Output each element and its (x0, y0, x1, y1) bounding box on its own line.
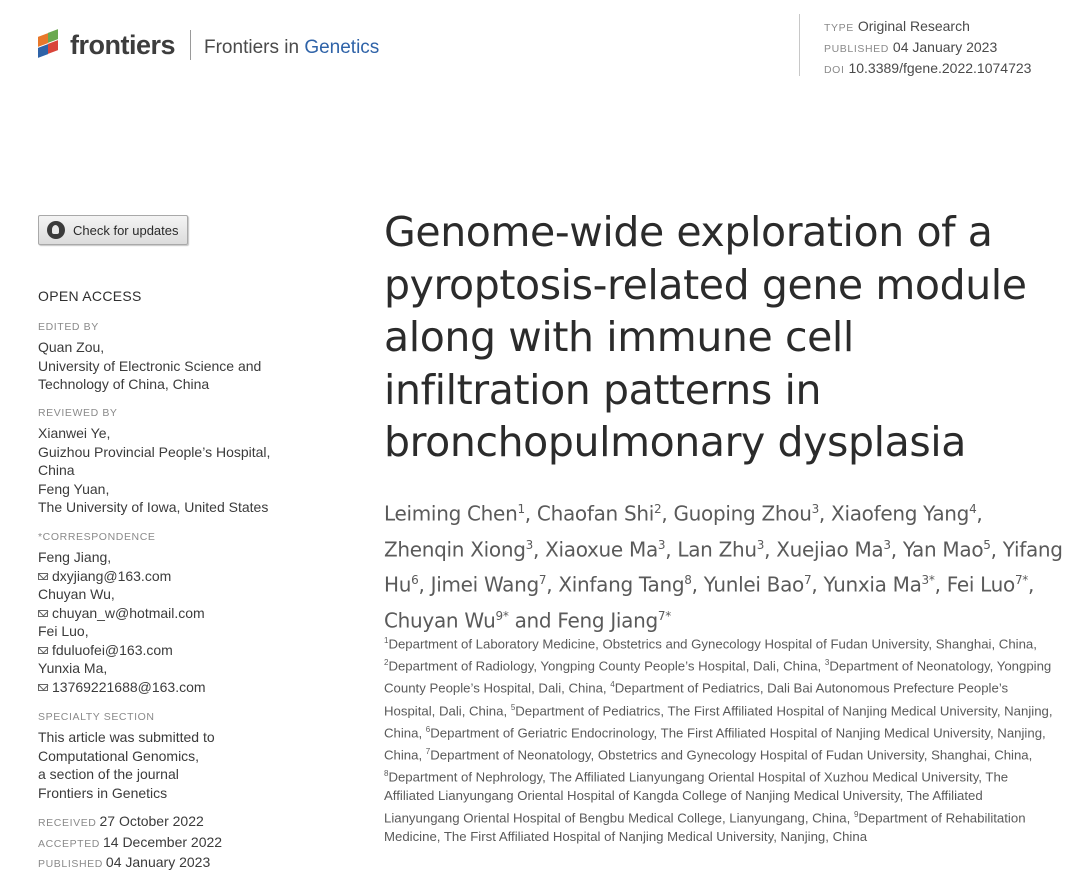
article-meta (824, 17, 1031, 80)
author-name[interactable]: Xiaofeng Yang (831, 501, 970, 526)
accepted-value: 14 December 2022 (102, 833, 223, 850)
meta-divider (799, 14, 800, 76)
correspondence-heading: *CORRESPONDENCE (38, 531, 156, 543)
author-name[interactable]: Zhenqin Xiong (384, 537, 526, 562)
check-updates-label: Check for updates (73, 222, 179, 238)
author-affiliation-marker: 2 (654, 502, 662, 516)
author-name[interactable]: Guoping Zhou (673, 501, 812, 526)
author-affiliation-marker: 3 (756, 537, 765, 552)
meta-published-label: PUBLISHED (824, 43, 889, 55)
correspondent-email[interactable] (38, 678, 308, 697)
author-name[interactable]: Xiaoxue Ma (545, 537, 658, 562)
reviewer-affiliation: Guizhou Provincial People’s Hospital, (38, 443, 271, 460)
header-divider (190, 30, 191, 60)
published-label: PUBLISHED (38, 858, 103, 870)
title-line: bronchopulmonary dysplasia (384, 418, 967, 466)
received-value: 27 October 2022 (99, 813, 204, 829)
affiliation-marker: 2 (384, 658, 389, 668)
reviewed-by-section (38, 406, 308, 517)
author-affiliation-marker: 1 (517, 502, 525, 516)
received-label: RECEIVED (38, 817, 97, 829)
accepted-label: ACCEPTED (38, 837, 100, 850)
crossmark-icon (47, 221, 65, 239)
affiliation-marker: 9 (853, 810, 859, 820)
author-affiliation-marker: 3 (811, 502, 819, 516)
affiliation-marker: 4 (610, 680, 615, 690)
reviewer-name: Feng Yuan, (38, 480, 110, 497)
correspondent-email[interactable] (38, 567, 308, 586)
author-name[interactable]: Feng Jiang (557, 608, 658, 633)
correspondent-name: Feng Jiang, (38, 549, 112, 565)
journal-title: Genetics (304, 37, 380, 58)
affiliation-marker: 3 (824, 658, 830, 668)
edited-by-section (38, 320, 308, 394)
specialty-section (38, 710, 308, 802)
author-name[interactable]: Yan Mao (902, 537, 984, 562)
author-name[interactable]: Leiming Chen (384, 501, 518, 526)
published-value: 04 January 2023 (105, 854, 211, 870)
author-affiliation-marker: 7 (538, 573, 547, 588)
author-name[interactable]: Yifang Hu (384, 537, 1063, 597)
correspondence-section (38, 530, 308, 696)
affiliation-text: Department of Pediatrics, Dali Bai Autonomous Prefecture People’s Hospital, Dali, China, (384, 680, 1009, 718)
meta-type (824, 17, 1031, 38)
author-affiliation-marker: 7 (803, 573, 812, 588)
affiliation-text: Department of Neonatology, Yongping County People’s Hospital, Dali, China, (384, 658, 1052, 696)
journal-prefix: Frontiers in (204, 37, 300, 58)
affiliation-text: Department of Laboratory Medicine, Obstetrics and Gynecology Hospital of Fudan University, Shanghai, China, (388, 636, 1037, 652)
affiliation-marker: 6 (425, 724, 431, 734)
correspondent-email[interactable] (38, 604, 308, 623)
affiliation-text: Department of Pediatrics, The First Affiliated Hospital of Nanjing Medical University, Nanjing, China, (384, 702, 1053, 741)
author-affiliation-marker: 9* (495, 608, 509, 623)
meta-published (824, 38, 1031, 59)
reviewer-name: Xianwei Ye, (38, 425, 111, 441)
check-for-updates-button[interactable] (38, 215, 188, 245)
logo-text: frontiers (70, 30, 176, 60)
meta-type-label: TYPE (824, 22, 854, 34)
correspondent-email[interactable] (38, 641, 308, 660)
frontiers-logo-icon (38, 31, 64, 61)
dates-section (38, 812, 308, 874)
frontiers-logo[interactable] (38, 30, 175, 61)
reviewed-by-heading: REVIEWED BY (38, 407, 118, 419)
email-text: chuyan_w@hotmail.com (52, 604, 205, 621)
correspondent-name: Yunxia Ma, (38, 660, 108, 676)
accepted-date (38, 833, 308, 854)
affiliation-text: Department of Geriatric Endocrinology, The First Affiliated Hospital of Nanjing Medical University, Nanjing, China, (384, 725, 1046, 763)
journal-name[interactable] (204, 37, 379, 59)
affiliation-marker: 7 (425, 746, 431, 756)
affiliation-text: Department of Radiology, Yongping County People’s Hospital, Dali, China, (388, 658, 825, 674)
author-name[interactable]: Jimei Wang (430, 572, 539, 597)
author-affiliation-marker: 3 (657, 537, 666, 552)
envelope-icon (38, 573, 48, 580)
affiliation-marker: 8 (384, 769, 389, 779)
author-name[interactable]: Xuejiao Ma (776, 537, 884, 562)
title-line: infiltration patterns in (384, 365, 822, 414)
affiliation-list (384, 632, 1054, 847)
author-affiliation-marker: 5 (983, 537, 991, 552)
specialty-line: This article was submitted to (38, 729, 215, 745)
article-title (384, 206, 1064, 469)
open-access-section (38, 287, 308, 306)
author-list: Leiming Chen$^1$, Chaofan Shi$^2$, Guoping Zhou$^3$, Xiaofeng Yang$^4$, Zhenqin Xiong$^3$, Xiaoxue Ma$^3$, Lan Zhu$^3$, Xuejiao Ma$^3$, Yan Mao$^5$, Yifang Hu$^6$, Jimei Wang$^7$, Xinfang Tang$^8$, Yunlei Bao$^7$, Yunxia $Ma^{3*}$, Fei Luo$^{7*}$, Chuyan $Wu^{9*}$ and Feng Jiang$^{7*}$ (384, 501, 1063, 633)
author-affiliation-marker: 8 (684, 573, 692, 588)
correspondent-name: Chuyan Wu, (38, 586, 115, 602)
title-line: pyroptosis-related gene module (384, 260, 1027, 309)
email-text: 13769221688@163.com (52, 678, 206, 695)
edited-by-heading: EDITED BY (38, 321, 99, 333)
author-affiliation-marker: 7* (1014, 573, 1028, 588)
author-name[interactable]: Yunxia Ma (823, 572, 922, 597)
author-name[interactable]: Chaofan Shi (536, 501, 655, 526)
author-affiliation-marker: 3 (883, 537, 891, 552)
specialty-line: a section of the journal (38, 766, 179, 782)
affiliation-text: Department of Neonatology, Obstetrics and Gynecology Hospital of Fudan University, Shanghai, China, (430, 747, 1033, 763)
author-affiliation-marker: 3 (525, 537, 533, 552)
affiliation-text: Department of Rehabilitation Medicine, The First Affiliated Hospital of Nanjing Medical University, Nanjing, China (384, 810, 1026, 845)
open-access-label: OPEN ACCESS (38, 288, 142, 304)
meta-doi-label: DOI (824, 64, 845, 76)
correspondent-name: Fei Luo, (38, 623, 89, 639)
reviewer-affiliation: The University of Iowa, United States (38, 499, 269, 515)
meta-published-value: 04 January 2023 (892, 39, 998, 55)
title-line: along with immune cell (384, 313, 854, 361)
envelope-icon (38, 684, 48, 691)
email-text: fduluofei@163.com (52, 641, 173, 658)
specialty-heading: SPECIALTY SECTION (38, 711, 155, 723)
published-date (38, 853, 308, 874)
author-affiliation-marker: 4 (969, 502, 977, 516)
affiliation-text: Department of Nephrology, The Affiliated Lianyungang Oriental Hospital of Xuzhou Medical University, The Affiliated Lianyungang Oriental Hospital of Kangda College of Nanjing Medical University, The Affiliated Lianyungang Oriental Hospital of Bengbu Medical College, Lianyungang, China, (384, 769, 1009, 826)
meta-doi (824, 59, 1031, 80)
editor-name: Quan Zou, (38, 339, 105, 355)
editor-affiliation: University of Electronic Science and (38, 357, 262, 374)
author-affiliation-marker: 6 (411, 573, 419, 588)
reviewer-affiliation: China (38, 462, 75, 478)
author-name[interactable]: Yunlei Bao (703, 572, 804, 597)
affiliation-marker: 5 (510, 702, 516, 712)
title-line: Genome-wide exploration of a (384, 208, 993, 256)
author-affiliation-marker: 7* (657, 608, 671, 623)
author-name[interactable]: Chuyan Wu (384, 608, 496, 633)
email-text: dxyjiang@163.com (52, 567, 172, 584)
author-name[interactable]: Fei Luo (946, 572, 1015, 597)
meta-type-value: Original Research (857, 18, 970, 34)
specialty-line: Computational Genomics, (38, 747, 200, 764)
affiliation-marker: 1 (384, 636, 389, 645)
author-affiliation-marker: 3* (921, 573, 935, 588)
meta-doi-value[interactable]: 10.3389/fgene.2022.1074723 (848, 60, 1032, 76)
author-name[interactable]: Xinfang Tang (558, 572, 685, 597)
envelope-icon (38, 647, 48, 654)
editor-affiliation: Technology of China, China (38, 376, 210, 392)
received-date (38, 812, 308, 833)
specialty-line: Frontiers in Genetics (38, 784, 168, 801)
author-name[interactable]: Lan Zhu (677, 537, 757, 562)
envelope-icon (38, 610, 48, 617)
